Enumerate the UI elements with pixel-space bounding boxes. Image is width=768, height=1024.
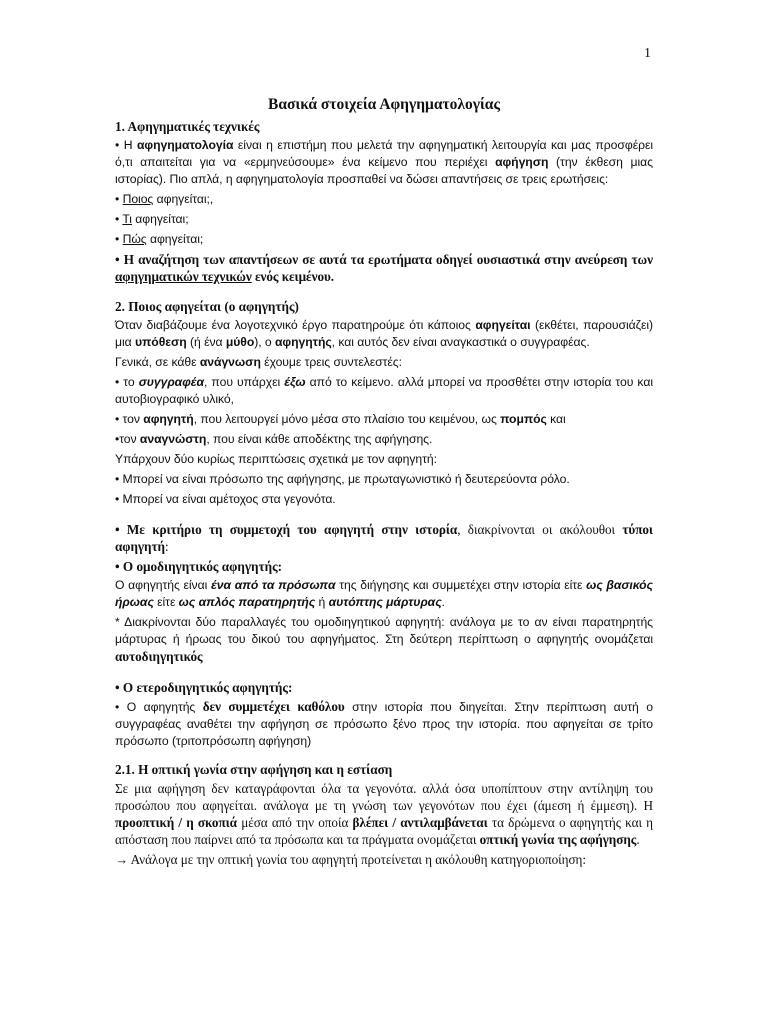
- homodiegetic-heading: • Ο ομοδιηγητικός αφηγητής:: [115, 559, 283, 574]
- homodiegetic-para-1: Ο αφηγητής είναι ένα από τα πρόσωπα της διήγησης και συμμετέχει στην ιστορία είτε ως βασικός ήρωας είτε ως απλός παρατηρητής ή αυτόπτης μάρτυρας.: [115, 578, 653, 609]
- question-who: • Ποιος αφηγείται;,: [115, 192, 214, 206]
- factor-author: • το συγγραφέα, που υπάρχει έξω από το κείμενο. αλλά μπορεί να προσθέτει στην ιστορία του και αυτοβιογραφικό υλικό,: [115, 375, 653, 406]
- factor-reader: •τον αναγνώστη, που είναι κάθε αποδέκτης της αφήγησης.: [115, 432, 433, 446]
- narrator-types-intro: • Με κριτήριο τη συμμετοχή του αφηγητή στην ιστορία, διακρίνονται οι ακόλουθοι τύποι αφηγητή:: [115, 522, 653, 554]
- heterodiegetic-heading: • Ο ετεροδιηγητικός αφηγητής:: [115, 680, 293, 695]
- case-participant: • Μπορεί να είναι πρόσωπο της αφήγησης, με πρωταγωνιστικό ή δευτερεύοντα ρόλο.: [115, 472, 570, 486]
- section-2-heading: 2. Ποιος αφηγείται (ο αφηγητής): [115, 299, 299, 314]
- section-2-1-para-2: → Ανάλογα με την οπτική γωνία του αφηγητή προτείνεται η ακόλουθη κατηγοριοποίηση:: [115, 852, 587, 867]
- section-1-intro: • Η αφηγηματολογία είναι η επιστήμη που μελετά την αφηγηματική λειτουργία και μας προσφέρει ό,τι απαιτείται για να «ερμηνεύσουμε» ένα κείμενο που περιέχει αφήγηση (την έκθεση μιας ιστορίας). Πιο απλά, η αφηγηματολογία προσπαθεί να δώσει απαντήσεις σε τρεις ερωτήσεις:: [115, 138, 653, 186]
- heterodiegetic-para: • Ο αφηγητής δεν συμμετέχει καθόλου στην ιστορία που διηγείται. Στην περίπτωση αυτή ο συγγραφέας αναθέτει την αφήγηση σε πρόσωπο ξένο προς την ιστορία. που αφηγείται σε τρίτο πρόσωπο (τριτοπρόσωπη αφήγηση): [115, 699, 653, 748]
- section-2-1-para-1: Σε μια αφήγηση δεν καταγράφονται όλα τα γεγονότα. αλλά όσα υποπίπτουν στην αντίληψη του προσώπου που αφηγείται. ανάλογα με τη γνώση των γεγονότων που έχει (άμεση ή έμμεση). Η προοπτική / η σκοπιά μέσα από την οποία βλέπει / αντιλαμβάνεται τα δρώμενα ο αφηγητής και η απόσταση που παίρνει από τα πρόσωπα και τα πράγματα ονομάζεται οπτική γωνία της αφήγησης.: [115, 781, 653, 847]
- section-2-para-2: Γενικά, σε κάθε ανάγνωση έχουμε τρεις συντελεστές:: [115, 355, 402, 369]
- section-2-1-heading: 2.1. Η οπτική γωνία στην αφήγηση και η εστίαση: [115, 762, 393, 777]
- section-2-para-1: Όταν διαβάζουμε ένα λογοτεχνικό έργο παρατηρούμε ότι κάποιος αφηγείται (εκθέτει, παρουσιάζει) μια υπόθεση (ή ένα μύθο), ο αφηγητής, και αυτός δεν είναι αναγκαστικά ο συγγραφέας.: [115, 318, 653, 349]
- homodiegetic-para-2: * Διακρίνονται δύο παραλλαγές του ομοδιηγητικού αφηγητή: ανάλογα με το αν είναι παρατηρητής μάρτυρας ή ήρωας του δικού του αφηγήματος. Στη δεύτερη περίπτωση ο αφηγητής ονομάζεται αυτοδιηγητικός: [115, 615, 653, 664]
- section-1-heading: 1. Αφηγηματικές τεχνικές: [115, 119, 260, 134]
- question-how: • Πώς αφηγείται;: [115, 232, 204, 246]
- section-1-conclusion: • Η αναζήτηση των απαντήσεων σε αυτά τα ερωτήματα οδηγεί ουσιαστικά στην ανεύρεση των αφηγηματικών τεχνικών ενός κειμένου.: [115, 252, 653, 284]
- question-what: • Τι αφηγείται;: [115, 212, 189, 226]
- page-number: 1: [644, 46, 651, 61]
- document-body: [115, 96, 653, 871]
- factor-narrator: • τον αφηγητή, που λειτουργεί μόνο μέσα στο πλαίσιο του κειμένου, ως πομπός και: [115, 412, 566, 426]
- case-nonparticipant: • Μπορεί να είναι αμέτοχος στα γεγονότα.: [115, 492, 336, 506]
- section-2-para-3: Υπάρχουν δύο κυρίως περιπτώσεις σχετικά με τον αφηγητή:: [115, 452, 437, 466]
- document-title: Βασικά στοιχεία Αφηγηματολογίας: [268, 96, 500, 113]
